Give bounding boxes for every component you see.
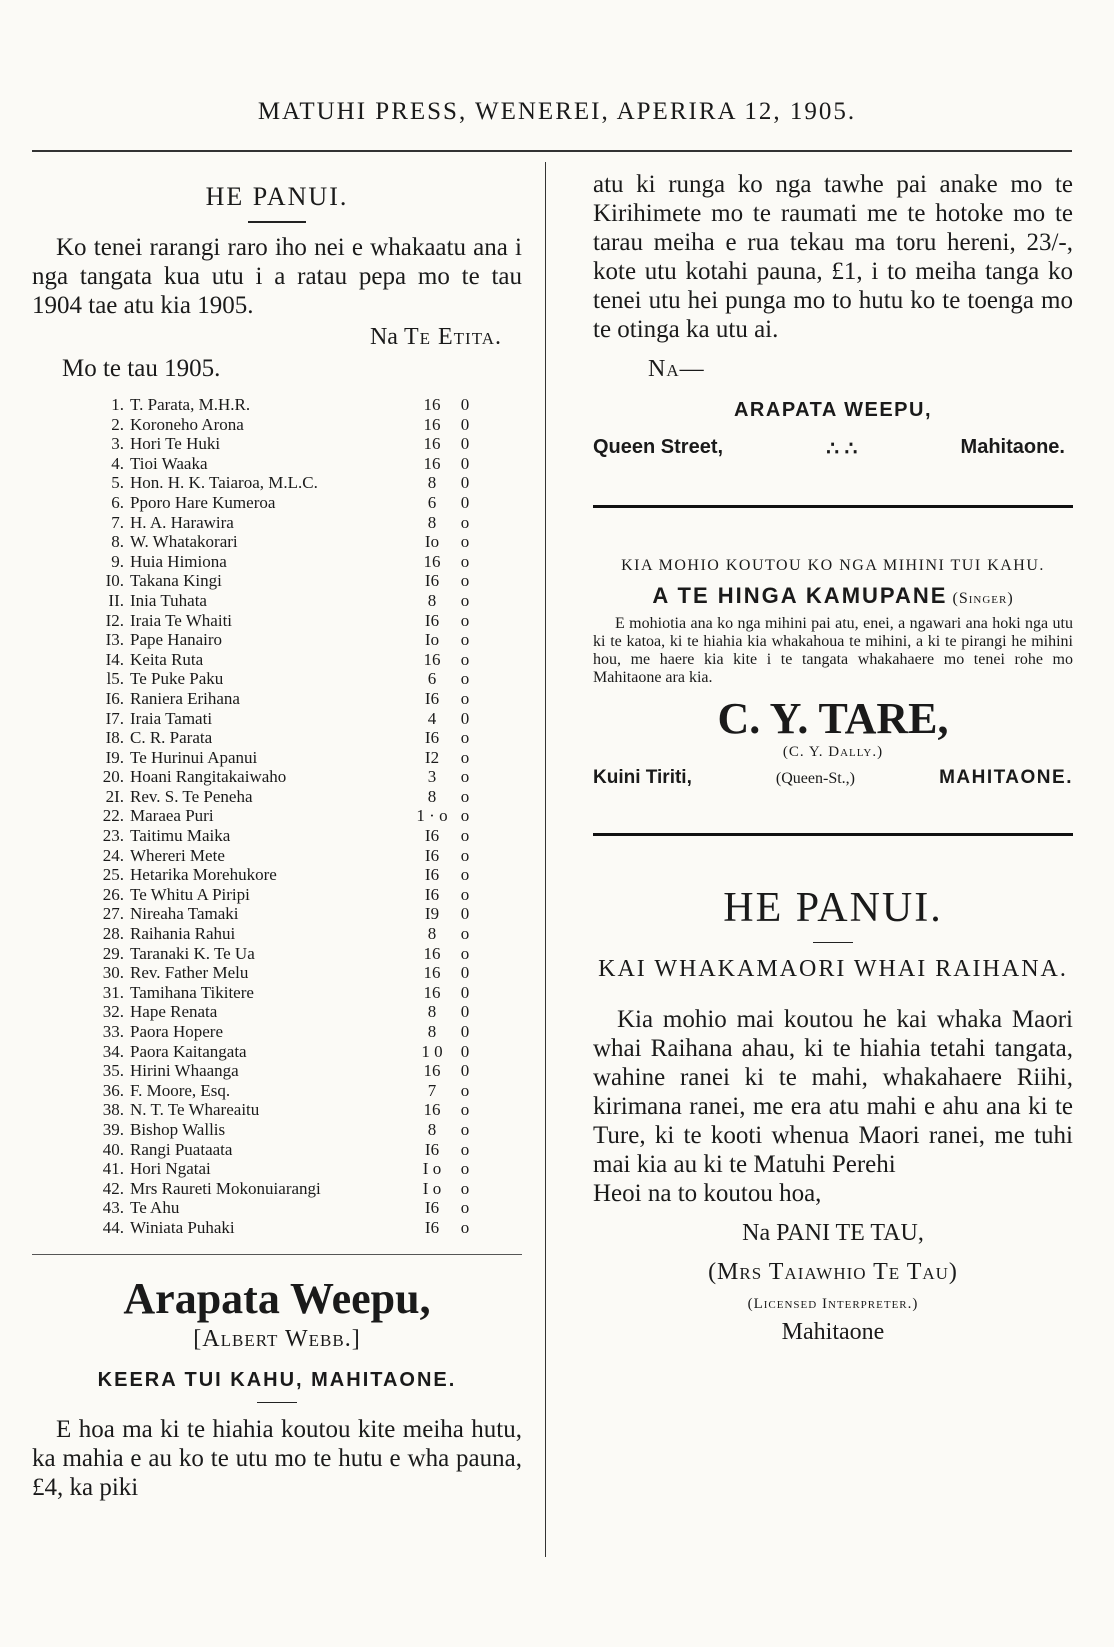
- subscriber-row: [90, 571, 522, 591]
- interpreter-signer: Na PANI TE TAU,: [742, 1220, 924, 1246]
- subscriber-pounds: 16: [423, 551, 441, 571]
- subscriber-number: 33.: [102, 1022, 124, 1041]
- subscriber-number: I7.: [105, 708, 124, 728]
- subscriber-shillings: 0: [460, 492, 470, 512]
- subscriber-row: [90, 826, 522, 846]
- subscriber-shillings: o: [460, 1119, 470, 1139]
- subscriber-shillings: o: [460, 1080, 470, 1100]
- subscriber-pounds: I6: [424, 728, 440, 748]
- subscriber-name: Rev. Father Melu: [130, 963, 249, 983]
- subscriber-pounds: I6: [424, 1139, 440, 1159]
- subscriber-pounds: 16: [423, 1100, 441, 1120]
- notice-signature-prefix: Na: [369, 324, 398, 350]
- subscriber-pounds: 16: [423, 414, 441, 434]
- masthead: MATUHI PRESS, WENEREI, APERIRA 12, 1905.: [257, 98, 857, 125]
- subscriber-number: I0.: [105, 571, 124, 591]
- subscriber-pounds: 16: [423, 1061, 441, 1081]
- subscriber-row: [90, 924, 522, 944]
- subscriber-name: Hoani Rangitakaiwaho: [130, 767, 287, 787]
- subscriber-number: 22.: [102, 806, 124, 826]
- subscriber-row: [90, 787, 522, 807]
- subscriber-row: [90, 885, 522, 905]
- weepu-sign-name: ARAPATA WEEPU,: [733, 399, 933, 421]
- subscriber-number: 1.: [111, 395, 124, 414]
- weepu-street: Queen Street,: [593, 436, 724, 458]
- subscriber-row: [90, 493, 522, 513]
- interpreter-body: Kia mohio mai koutou he kai whaka Maori whai Raihana ahau, ki te hiahia tetahi tangata, wahine ranei ki te mahi, whakahaere Riihi, kirimana ranei, me era atu mahi e ahu ana ki te Ture, ki te kooti whenua Maori ranei, me tuhi mai kia au ki te Matuhi Perehi: [593, 1006, 1073, 1178]
- subscriber-shillings: 0: [460, 453, 470, 473]
- subscriber-number: I2.: [105, 610, 124, 630]
- subscriber-name: Paora Kaitangata: [130, 1041, 247, 1061]
- subscriber-name: Te Puke Paku: [130, 669, 224, 689]
- subscriber-name: Hori Ngatai: [130, 1159, 211, 1179]
- subscriber-row: [90, 454, 522, 474]
- subscriber-shillings: 0: [460, 414, 470, 434]
- subscriber-pounds: 16: [423, 963, 441, 983]
- subscriber-shillings: o: [460, 590, 470, 610]
- subscriber-number: 38.: [102, 1100, 124, 1120]
- subscriber-pounds: 6: [427, 492, 437, 512]
- subscriber-name: Keita Ruta: [130, 649, 204, 669]
- subscriber-name: Nireaha Tamaki: [130, 904, 239, 924]
- weepu-town: Mahitaone.: [960, 436, 1065, 458]
- notice-signature-name: Te Etita.: [403, 324, 502, 350]
- subscriber-pounds: I6: [424, 571, 440, 591]
- interpreter-subtitle: KAI WHAKAMAORI WHAI RAIHANA.: [598, 956, 1068, 982]
- subscriber-row: [90, 689, 522, 709]
- subscriber-pounds: 8: [427, 786, 437, 806]
- subscriber-shillings: o: [460, 924, 470, 944]
- subscriber-row: [90, 944, 522, 964]
- subscriber-name: Taranaki K. Te Ua: [130, 943, 255, 963]
- subscriber-shillings: o: [460, 1159, 470, 1179]
- subscriber-row: [90, 532, 522, 552]
- subscriber-name: T. Parata, M.H.R.: [130, 395, 251, 414]
- subscriber-shillings: o: [460, 747, 470, 767]
- subscriber-row: [90, 904, 522, 924]
- subscriber-shillings: 0: [460, 395, 470, 414]
- subscriber-pounds: I6: [424, 688, 440, 708]
- weepu-address: [593, 436, 1065, 461]
- subscriber-pounds: 8: [427, 1002, 437, 1022]
- subscriber-row: [90, 1002, 522, 1022]
- subscriber-row: [90, 415, 522, 435]
- subscriber-number: 2I.: [105, 786, 124, 806]
- subscriber-name: Inia Tuhata: [130, 590, 207, 610]
- subscriber-shillings: o: [460, 1178, 470, 1198]
- subscriber-row: [90, 395, 522, 415]
- subscriber-number: 28.: [102, 924, 124, 944]
- subscriber-row: [90, 865, 522, 885]
- right-divider-2: [593, 833, 1073, 836]
- tare-company: A TE HINGA KAMUPANE: [652, 583, 948, 608]
- subscriber-number: 2.: [111, 414, 124, 434]
- subscriber-number: 23.: [102, 826, 124, 846]
- subscriber-row: [90, 434, 522, 454]
- subscriber-name: Raihania Rahui: [130, 924, 236, 944]
- subscriber-row: [90, 1022, 522, 1042]
- subscriber-number: 30.: [102, 963, 124, 983]
- subscriber-shillings: 0: [460, 1061, 470, 1081]
- subscriber-name: Takana Kingi: [130, 571, 222, 591]
- subscriber-number: I9.: [105, 747, 124, 767]
- subscriber-pounds: I6: [424, 826, 440, 846]
- tare-body: E mohiotia ana ko nga mihini pai atu, enei, a ngawari ana hoki nga utu ki te katoa, ki te hiahia kia whakahoua te mihini, a ki te pirangi he mihini hou, me haere kia kite i te tangata whakahaere mo tenei rohe mo Mahitaone ara kia.: [593, 615, 1073, 686]
- subscriber-row: [90, 1100, 522, 1120]
- subscriber-row: [90, 1061, 522, 1081]
- subscriber-shillings: o: [460, 845, 470, 865]
- weepu-rule: [257, 1402, 297, 1403]
- subscriber-pounds: 16: [423, 453, 441, 473]
- subscriber-pounds: I9: [424, 904, 440, 924]
- subscriber-row: [90, 1081, 522, 1101]
- column-divider: [545, 162, 546, 1557]
- tare-street: Kuini Tiriti,: [593, 767, 692, 788]
- tare-heading: KIA MOHIO KOUTOU KO NGA MIHINI TUI KAHU.: [621, 557, 1045, 574]
- subscriber-pounds: 16: [423, 395, 441, 414]
- weepu-name: Arapata Weepu,: [123, 1273, 431, 1323]
- tare-address: [593, 767, 1073, 789]
- subscriber-row: [90, 1198, 522, 1218]
- subscriber-shillings: o: [460, 1217, 470, 1237]
- subscriber-pounds: 8: [427, 473, 437, 493]
- subscriber-pounds: 8: [427, 512, 437, 532]
- right-column: [593, 170, 1073, 1346]
- subscriber-name: N. T. Te Whareaitu: [130, 1100, 260, 1120]
- subscriber-shillings: o: [460, 884, 470, 904]
- interpreter-alias: (Mrs Taiawhio Te Tau): [708, 1259, 958, 1285]
- subscriber-shillings: o: [460, 1198, 470, 1218]
- subscriber-name: Winiata Puhaki: [130, 1217, 235, 1237]
- subscriber-number: 44.: [102, 1217, 124, 1237]
- subscriber-pounds: 7: [427, 1080, 437, 1100]
- left-divider: [32, 1254, 522, 1255]
- subscriber-name: Tioi Waaka: [130, 453, 208, 473]
- subscriber-number: 31.: [102, 982, 124, 1002]
- notice-title: HE PANUI.: [205, 182, 349, 211]
- subscriber-number: 7.: [111, 512, 124, 532]
- subscriber-number: 43.: [102, 1198, 124, 1218]
- subscriber-name: Maraea Puri: [130, 806, 214, 826]
- subscriber-row: [90, 473, 522, 493]
- subscriber-shillings: o: [460, 806, 470, 826]
- subscriber-number: 42.: [102, 1178, 124, 1198]
- subscriber-number: 24.: [102, 845, 124, 865]
- subscriber-name: Te Hurinui Apanui: [130, 747, 258, 767]
- subscriber-pounds: I6: [424, 845, 440, 865]
- subscriber-row: [90, 767, 522, 787]
- subscriber-pounds: Io: [424, 532, 440, 552]
- subscriber-pounds: 4: [427, 708, 437, 728]
- subscriber-number: I8.: [105, 728, 124, 748]
- subscriber-pounds: 6: [427, 669, 437, 689]
- subscriber-shillings: o: [460, 786, 470, 806]
- subscriber-shillings: 0: [460, 982, 470, 1002]
- tare-street-en: (Queen-St.,): [775, 770, 856, 787]
- subscriber-shillings: o: [460, 551, 470, 571]
- subscriber-shillings: 0: [460, 1002, 470, 1022]
- subscriber-number: 25.: [102, 865, 124, 885]
- subscriber-shillings: 0: [460, 1022, 470, 1041]
- left-column: [32, 170, 522, 1502]
- subscriber-number: 35.: [102, 1061, 124, 1081]
- subscriber-name: Huia Himiona: [130, 551, 227, 571]
- tare-town: MAHITAONE.: [939, 767, 1073, 788]
- subscriber-shillings: 0: [460, 1041, 470, 1061]
- tare-company-note: (Singer): [952, 590, 1014, 607]
- subscriber-row: [90, 1042, 522, 1062]
- interpreter-licence: (Licensed Interpreter.): [747, 1296, 919, 1312]
- subscriber-number: 6.: [111, 492, 124, 512]
- subscriber-shillings: o: [460, 649, 470, 669]
- subscriber-name: H. A. Harawira: [130, 512, 234, 532]
- subscriber-row: [90, 709, 522, 729]
- subscriber-shillings: o: [460, 571, 470, 591]
- weepu-body: E hoa ma ki te hiahia koutou kite meiha hutu, ka mahia e au ko te utu mo te hutu e wha pauna, £4, ka piki: [32, 1415, 522, 1501]
- subscriber-pounds: 1 · o: [416, 806, 448, 826]
- subscriber-shillings: o: [460, 1100, 470, 1120]
- subscriber-name: Hori Te Huki: [130, 434, 221, 454]
- subscriber-row: [90, 591, 522, 611]
- subscriber-row: [90, 630, 522, 650]
- subscriber-shillings: o: [460, 610, 470, 630]
- weepu-dots: ∴ ∴: [826, 438, 858, 460]
- subscriber-row: [90, 611, 522, 631]
- subscriber-number: 27.: [102, 904, 124, 924]
- subscriber-name: Whereri Mete: [130, 845, 225, 865]
- subscriber-name: Iraia Tamati: [130, 708, 213, 728]
- subscriber-pounds: 16: [423, 982, 441, 1002]
- subscriber-number: 9.: [111, 551, 124, 571]
- subscriber-shillings: o: [460, 767, 470, 787]
- subscriber-number: 26.: [102, 884, 124, 904]
- subscriber-number: II.: [108, 590, 124, 610]
- subscriber-pounds: 8: [427, 1022, 437, 1041]
- subscriber-pounds: 3: [427, 767, 437, 787]
- subscriber-row: [90, 650, 522, 670]
- subscriber-number: 5.: [111, 473, 124, 493]
- subscriber-shillings: 0: [460, 904, 470, 924]
- interpreter-title-rule: [813, 942, 853, 943]
- subscriber-shillings: o: [460, 512, 470, 532]
- subscriber-pounds: I2: [424, 747, 440, 767]
- subscriber-number: 29.: [102, 943, 124, 963]
- subscriber-name: Te Ahu: [130, 1198, 180, 1218]
- masthead-rule: [32, 150, 1072, 152]
- subscriber-shillings: o: [460, 826, 470, 846]
- subscriber-shillings: o: [460, 943, 470, 963]
- subscriber-pounds: I o: [422, 1159, 442, 1179]
- subscriber-name: Pporo Hare Kumeroa: [130, 492, 276, 512]
- subscriber-row: [90, 728, 522, 748]
- subscriber-pounds: I o: [422, 1178, 442, 1198]
- subscriber-row: [90, 1159, 522, 1179]
- subscriber-shillings: o: [460, 630, 470, 650]
- weepu-sign-prefix: Na—: [648, 356, 705, 382]
- right-divider-1: [593, 505, 1073, 508]
- tare-company-line: [593, 583, 1073, 609]
- subscriber-shillings: o: [460, 669, 470, 689]
- subscriber-pounds: I6: [424, 1217, 440, 1237]
- subscriber-name: Hon. H. K. Taiaroa, M.L.C.: [130, 473, 318, 493]
- subscriber-shillings: 0: [460, 473, 470, 493]
- subscriber-row: [90, 846, 522, 866]
- subscriber-name: Paora Hopere: [130, 1022, 223, 1041]
- subscriber-name: Pape Hanairo: [130, 630, 223, 650]
- interpreter-title: HE PANUI.: [723, 885, 943, 931]
- subscriber-pounds: I6: [424, 865, 440, 885]
- weepu-body-continued: atu ki runga ko nga tawhe pai anake mo te Kirihimete mo te raumati me te hotoke mo te tarau meiha e rua tekau ma toru hereni, 23/-, kote utu kotahi pauna, £1, i to meiha tanga ko tenei utu hei punga mo to hutu ko te toenga mo te otinga ka utu ai.: [593, 171, 1073, 343]
- subscriber-row: [90, 1218, 522, 1238]
- subscriber-row: [90, 1120, 522, 1140]
- subscriber-row: [90, 963, 522, 983]
- subscriber-row: [90, 669, 522, 689]
- subscriber-pounds: I6: [424, 884, 440, 904]
- subscriber-pounds: 16: [423, 649, 441, 669]
- subscriber-number: l5.: [106, 669, 124, 689]
- subscriber-pounds: 8: [427, 1119, 437, 1139]
- subscriber-pounds: 8: [427, 924, 437, 944]
- subscriber-pounds: I6: [424, 610, 440, 630]
- subscriber-name: Hape Renata: [130, 1002, 218, 1022]
- subscriber-name: C. R. Parata: [130, 728, 213, 748]
- subscriber-number: I6.: [105, 688, 124, 708]
- interpreter-closing: Heoi na to koutou hoa,: [593, 1180, 822, 1207]
- subscriber-number: 40.: [102, 1139, 124, 1159]
- subscriber-number: 41.: [102, 1159, 124, 1179]
- notice-title-rule: [248, 221, 306, 223]
- tare-name: C. Y. TARE,: [717, 694, 949, 743]
- subscriber-shillings: 0: [460, 434, 470, 454]
- subscriber-pounds: I6: [424, 1198, 440, 1218]
- subscriber-row: [90, 983, 522, 1003]
- subscriber-name: Koroneho Arona: [130, 414, 244, 434]
- subscriber-pounds: Io: [424, 630, 440, 650]
- subscriber-name: Iraia Te Whaiti: [130, 610, 233, 630]
- subscriber-name: Te Whitu A Piripi: [130, 884, 250, 904]
- subscriber-name: F. Moore, Esq.: [130, 1080, 231, 1100]
- subscriber-shillings: 0: [460, 963, 470, 983]
- subscriber-shillings: o: [460, 688, 470, 708]
- subscriber-number: 20.: [102, 767, 124, 787]
- subscriber-number: 36.: [102, 1080, 124, 1100]
- notice-body: Ko tenei rarangi raro iho nei e whakaatu ana i nga tangata kua utu i a ratau pepa mo te tau 1904 tae atu kia 1905.: [32, 234, 522, 319]
- subscriber-number: 8.: [111, 532, 124, 552]
- subscriber-list: [90, 395, 522, 1238]
- subscriber-row: [90, 552, 522, 572]
- subscriber-name: W. Whatakorari: [130, 532, 238, 552]
- subscriber-name: Rev. S. Te Peneha: [130, 786, 253, 806]
- subscriber-number: 39.: [102, 1119, 124, 1139]
- tare-english-name: (C. Y. Dally.): [782, 744, 884, 760]
- subscriber-row: [90, 748, 522, 768]
- subscriber-shillings: o: [460, 1139, 470, 1159]
- subscriber-pounds: 16: [423, 943, 441, 963]
- subscriber-row: [90, 806, 522, 826]
- subscriber-number: I4.: [105, 649, 124, 669]
- subscriber-row: [90, 1179, 522, 1199]
- weepu-alias: [Albert Webb.]: [193, 1325, 361, 1352]
- year-heading: Mo te tau 1905.: [62, 355, 221, 382]
- subscriber-name: Bishop Wallis: [130, 1119, 226, 1139]
- subscriber-number: 34.: [102, 1041, 124, 1061]
- subscriber-name: Tamihana Tikitere: [130, 982, 254, 1002]
- subscriber-row: [90, 1140, 522, 1160]
- notice-signature: [32, 324, 522, 351]
- subscriber-name: Hetarika Morehukore: [130, 865, 277, 885]
- subscriber-name: Raniera Erihana: [130, 688, 240, 708]
- subscriber-row: [90, 513, 522, 533]
- subscriber-shillings: o: [460, 865, 470, 885]
- interpreter-town: Mahitaone: [781, 1319, 885, 1345]
- subscriber-shillings: 0: [460, 708, 470, 728]
- subscriber-number: 3.: [111, 434, 124, 454]
- weepu-trade: KEERA TUI KAHU, MAHITAONE.: [97, 1368, 457, 1391]
- subscriber-name: Taitimu Maika: [130, 826, 231, 846]
- subscriber-name: Hirini Whaanga: [130, 1061, 239, 1081]
- subscriber-pounds: 16: [423, 434, 441, 454]
- subscriber-number: I3.: [105, 630, 124, 650]
- subscriber-number: 32.: [102, 1002, 124, 1022]
- subscriber-number: 4.: [111, 453, 124, 473]
- subscriber-name: Mrs Raureti Mokonuiarangi: [130, 1178, 321, 1198]
- subscriber-shillings: o: [460, 728, 470, 748]
- subscriber-pounds: 1 0: [421, 1041, 443, 1061]
- subscriber-shillings: o: [460, 532, 470, 552]
- subscriber-pounds: 8: [427, 590, 437, 610]
- subscriber-name: Rangi Puataata: [130, 1139, 233, 1159]
